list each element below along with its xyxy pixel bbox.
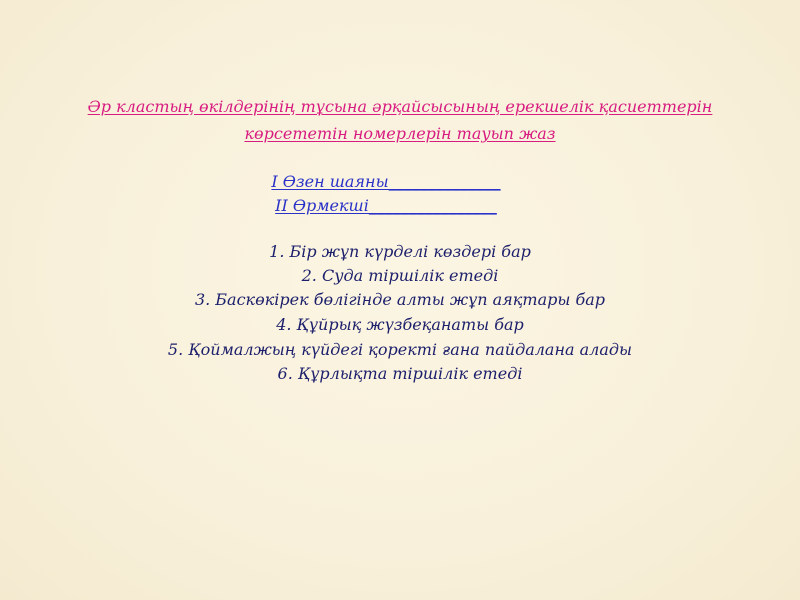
- class-river-crayfish: I Өзен шаяны______________: [271, 172, 501, 191]
- task-title-line-2: көрсететін номерлерін тауып жаз: [244, 124, 556, 143]
- feature-item-2: 2. Суда тіршілік етеді: [301, 266, 499, 285]
- feature-item-1: 1. Бір жұп күрделі көздері бар: [269, 242, 531, 261]
- feature-item-6: 6. Құрлықта тіршілік етеді: [277, 364, 523, 383]
- feature-item-5: 5. Қоймалжың күйдегі қоректі ғана пайдалана алады: [167, 340, 633, 359]
- task-title-line-1: Әр кластың өкілдерінің тұсына әрқайсысының ерекшелік қасиеттерін: [87, 97, 713, 116]
- class-spider: II Өрмекші________________: [275, 196, 497, 215]
- feature-item-4: 4. Құйрық жүзбеқанаты бар: [276, 315, 524, 334]
- feature-item-3: 3. Баскөкірек бөлігінде алты жұп аяқтары бар: [194, 290, 606, 309]
